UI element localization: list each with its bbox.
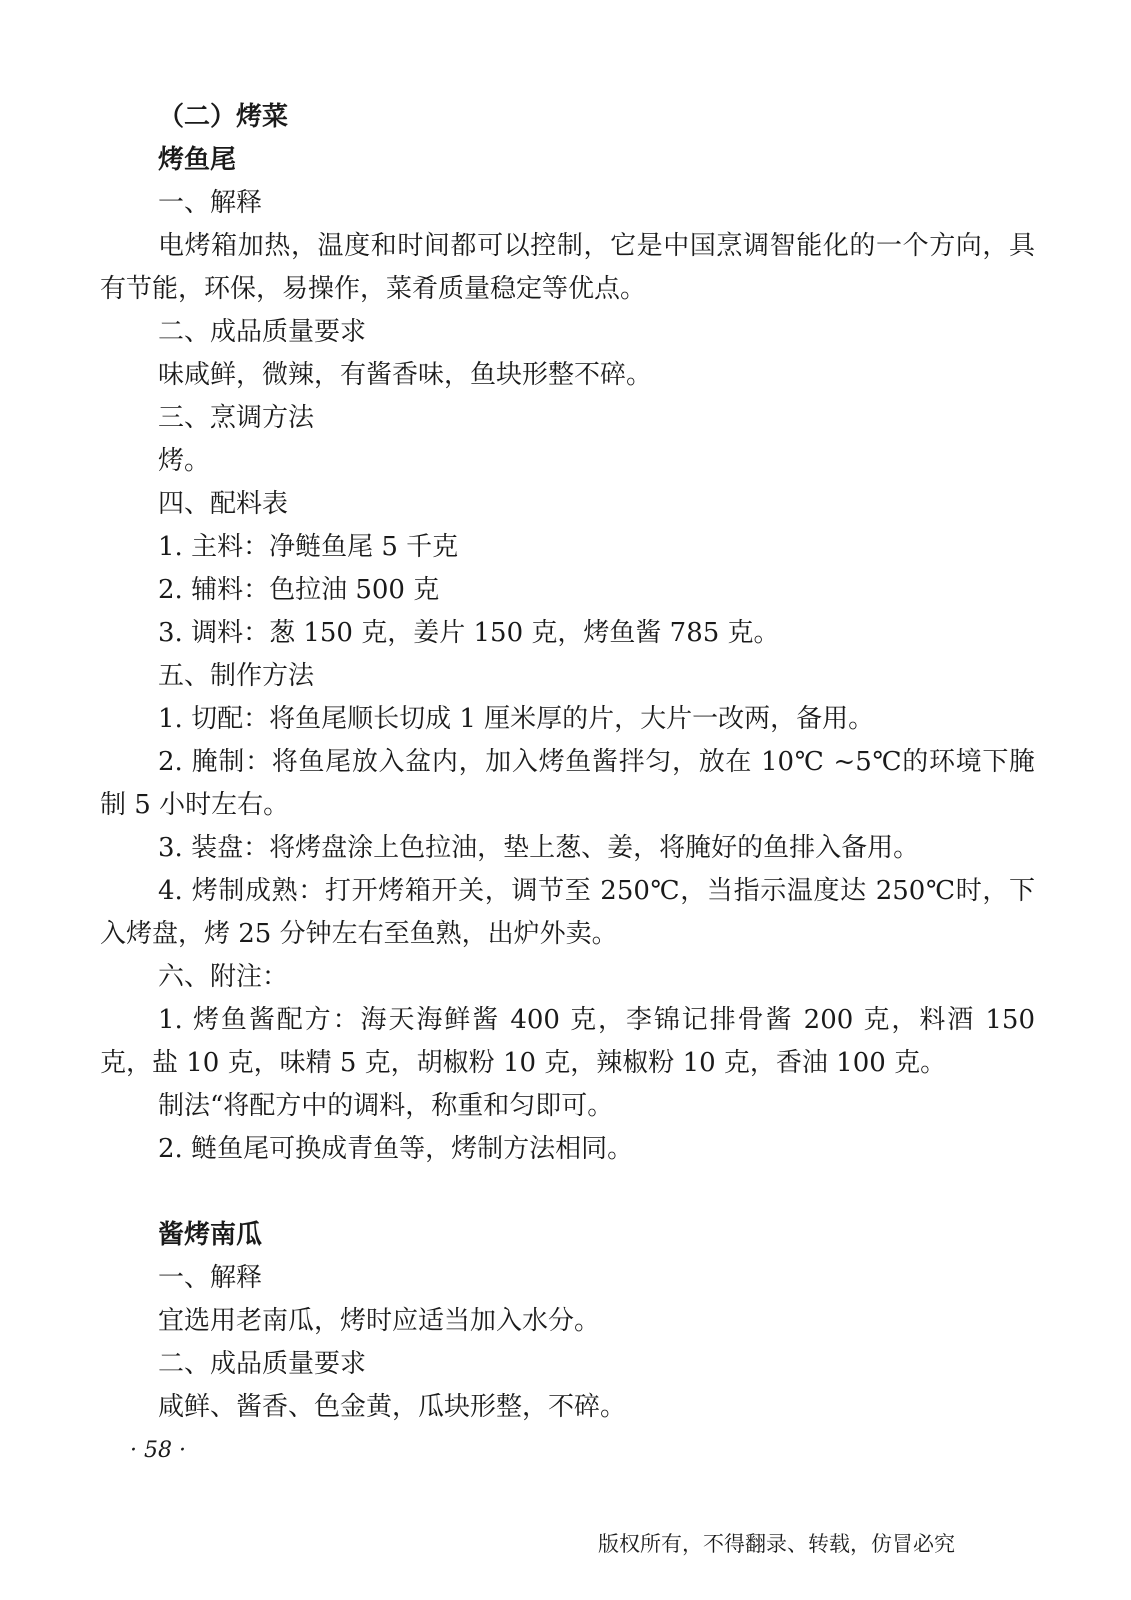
explanation-text: 宜选用老南瓜，烤时应适当加入水分。	[158, 1306, 601, 1336]
heading-explanation: 一、解释	[158, 188, 263, 218]
cooking-method-text: 烤。	[158, 446, 211, 476]
heading-quality: 二、成品质量要求	[158, 1349, 367, 1379]
heading-explanation: 一、解释	[158, 1263, 263, 1293]
heading-notes: 六、附注：	[158, 962, 289, 992]
step-item: 3. 装盘：将烤盘涂上色拉油，垫上葱、姜，将腌好的鱼排入备用。	[158, 833, 920, 863]
recipe-title-pumpkin: 酱烤南瓜	[158, 1220, 263, 1250]
note-item: 2. 鲢鱼尾可换成青鱼等，烤制方法相同。	[158, 1134, 634, 1164]
quality-text: 味咸鲜，微辣，有酱香味，鱼块形整不碎。	[158, 360, 653, 390]
recipe-title-fish-tail: 烤鱼尾	[158, 145, 237, 175]
note-item: 1. 烤鱼酱配方：海天海鲜酱 400 克，李锦记排骨酱 200 克，料酒 150 克，盐 10 克，味精 5 克，胡椒粉 10 克，辣椒粉 10 克，香油 100 克。	[100, 1005, 1035, 1078]
note-item: 制法“将配方中的调料，称重和匀即可。	[158, 1091, 614, 1121]
ingredient-item: 3. 调料：葱 150 克，姜片 150 克，烤鱼酱 785 克。	[158, 618, 780, 648]
section-gap	[100, 1171, 1035, 1214]
step-item: 1. 切配：将鱼尾顺长切成 1 厘米厚的片，大片一改两，备用。	[158, 704, 875, 734]
ingredient-item: 2. 辅料：色拉油 500 克	[158, 575, 440, 605]
section-title: （二）烤菜	[158, 102, 289, 132]
copyright-notice: 版权所有，不得翻录、转载，仿冒必究	[598, 1532, 955, 1556]
page-content	[100, 96, 1035, 1429]
page-number: · 58 ·	[130, 1438, 186, 1463]
heading-quality: 二、成品质量要求	[158, 317, 367, 347]
heading-cooking-method: 三、烹调方法	[158, 403, 315, 433]
step-item: 2. 腌制：将鱼尾放入盆内，加入烤鱼酱拌匀，放在 10℃ ~5℃的环境下腌制 5 小时左右。	[100, 747, 1035, 820]
ingredient-item: 1. 主料：净鲢鱼尾 5 千克	[158, 532, 459, 562]
heading-preparation: 五、制作方法	[158, 661, 315, 691]
explanation-paragraph: 电烤箱加热，温度和时间都可以控制，它是中国烹调智能化的一个方向，具有节能，环保，易操作，菜肴质量稳定等优点。	[100, 231, 1035, 304]
quality-text: 咸鲜、酱香、色金黄，瓜块形整，不碎。	[158, 1392, 627, 1422]
heading-ingredients: 四、配料表	[158, 489, 289, 519]
step-item: 4. 烤制成熟：打开烤箱开关，调节至 250℃，当指示温度达 250℃时，下入烤盘，烤 25 分钟左右至鱼熟，出炉外卖。	[100, 876, 1035, 949]
